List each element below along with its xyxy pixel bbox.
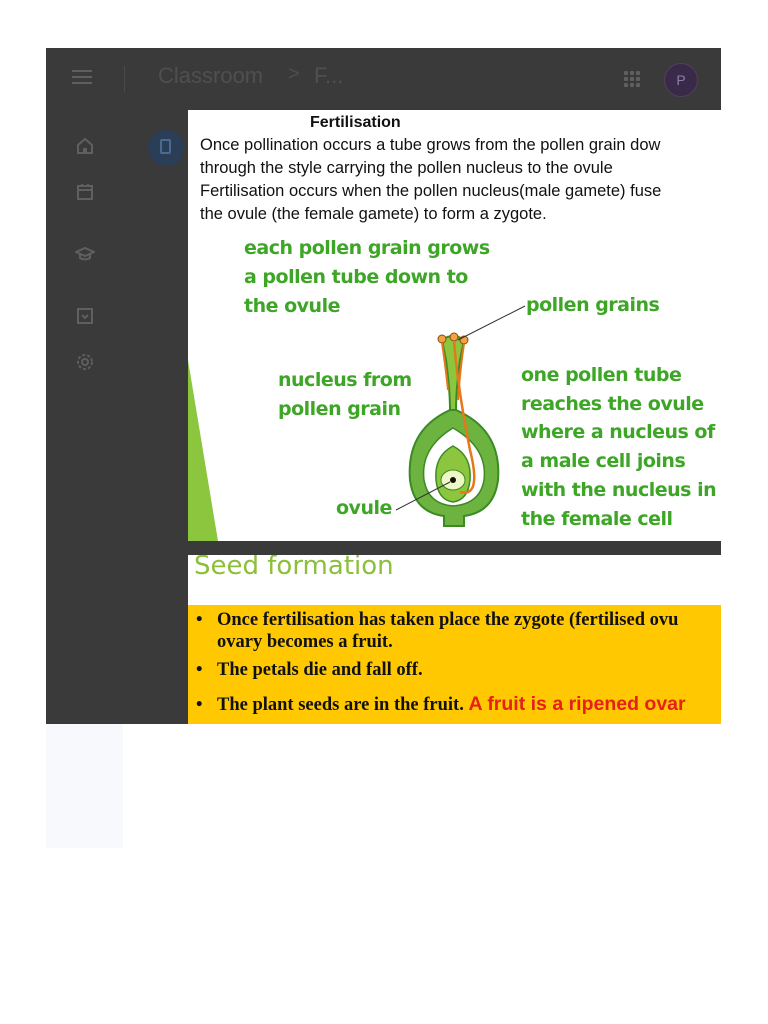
body-line: Fertilisation occurs when the pollen nucleus(male gamete) fuse <box>200 182 662 200</box>
breadcrumb-current-page[interactable]: F... <box>314 63 344 88</box>
bullet-text: ovary becomes a fruit. <box>217 632 393 652</box>
pollen-tube-label: reaches the ovule <box>521 393 704 415</box>
nucleus-label: nucleus from <box>278 369 412 391</box>
google-apps-icon[interactable] <box>624 71 640 87</box>
slide-accent-wedge <box>188 360 228 541</box>
bullet-item <box>196 659 423 681</box>
pollen-tube-label: one pollen tube <box>521 364 682 386</box>
topbar-divider <box>124 66 125 92</box>
bullet-item <box>196 609 678 653</box>
pollen-grains-label: pollen grains <box>526 294 660 316</box>
account-avatar[interactable]: P <box>664 63 698 97</box>
breadcrumb-chevron-icon: > <box>288 63 300 85</box>
bullet-highlight-box <box>188 605 721 724</box>
diagram-label-top: the ovule <box>244 295 340 317</box>
pollen-tube-label: the female cell <box>521 508 673 530</box>
carpel-diagram <box>398 330 508 530</box>
fruit-definition: A fruit is a ripened ovar <box>463 693 686 715</box>
fertilisation-slide <box>188 110 721 541</box>
body-line: through the style carrying the pollen nucleus to the ovule <box>200 159 613 177</box>
class-thumbnail-icon[interactable] <box>148 130 184 166</box>
app-title-link[interactable]: Classroom <box>158 63 264 88</box>
slide-body <box>200 134 721 226</box>
slide-title: Fertilisation <box>310 114 401 131</box>
bullet-dot: • <box>196 695 203 715</box>
bullet-dot: • <box>196 610 203 630</box>
side-rail-extension <box>46 724 123 848</box>
seed-formation-title: Seed formation <box>194 555 394 581</box>
settings-gear-icon[interactable] <box>75 352 95 372</box>
pollen-tube-label: a male cell joins <box>521 450 686 472</box>
bullet-item <box>196 693 686 716</box>
archived-classes-icon[interactable] <box>75 306 95 326</box>
home-icon[interactable] <box>75 136 95 156</box>
main-menu-icon[interactable] <box>72 70 92 86</box>
pollen-tube-label: with the nucleus in <box>521 479 717 501</box>
bullet-text: The plant seeds are in the fruit. <box>217 695 464 715</box>
diagram-label-top: each pollen grain grows <box>244 237 490 259</box>
pollen-tube-label: where a nucleus of <box>521 421 715 443</box>
enrolled-classes-icon[interactable] <box>75 244 95 264</box>
ovule-label: ovule <box>336 497 392 519</box>
calendar-icon[interactable] <box>75 182 95 202</box>
top-app-bar <box>46 48 721 110</box>
bullet-dot: • <box>196 660 203 680</box>
body-line: the ovule (the female gamete) to form a zygote. <box>200 205 547 223</box>
seed-formation-slide <box>188 555 721 724</box>
bullet-text: Once fertilisation has taken place the zygote (fertilised ovu <box>217 610 679 630</box>
bullet-text: The petals die and fall off. <box>217 660 423 680</box>
body-line: Once pollination occurs a tube grows from the pollen grain dow <box>200 136 661 154</box>
diagram-label-top: a pollen tube down to <box>244 266 468 288</box>
nucleus-label: pollen grain <box>278 398 401 420</box>
